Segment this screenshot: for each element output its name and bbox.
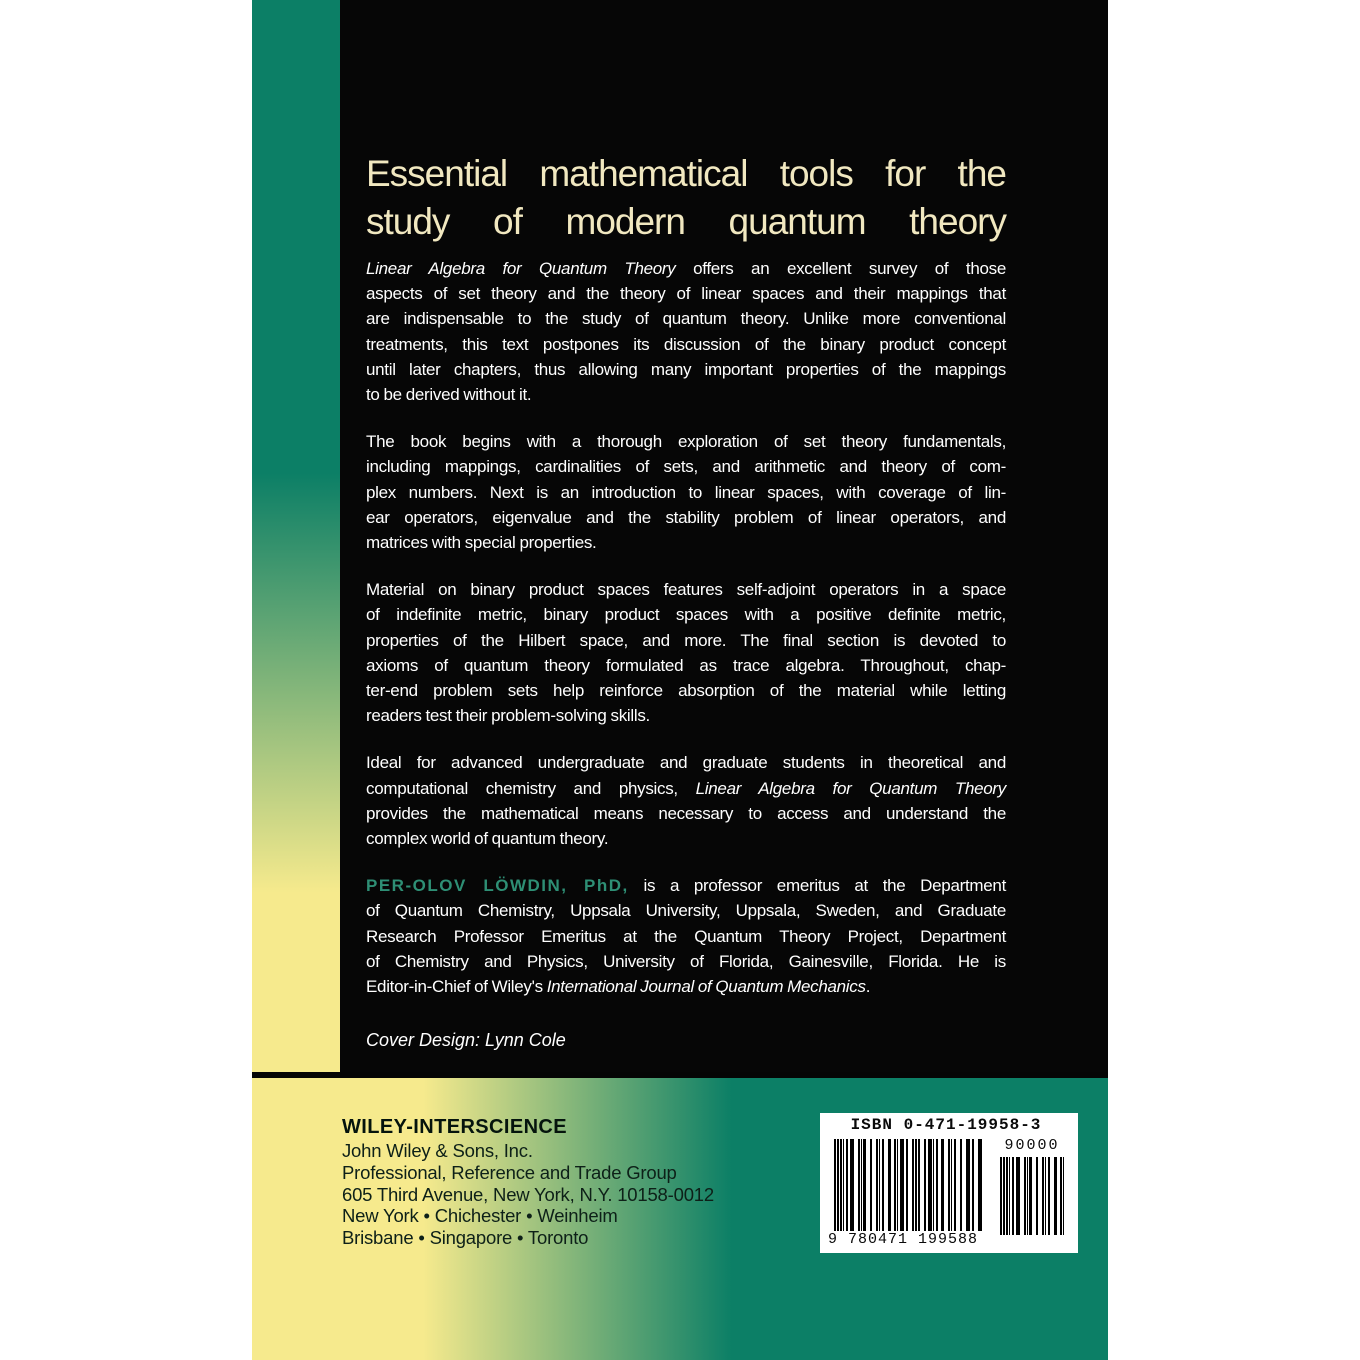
- text-line: matrices with special properties.: [366, 533, 597, 553]
- text-line: Material on binary product spaces features self-adjoint operators in a space: [366, 580, 1006, 600]
- text-line: plex numbers. Next is an introduction to linear spaces, with coverage of lin-: [366, 482, 1006, 502]
- text-line: ter-end problem sets help reinforce absorption of the material while letting: [366, 681, 1006, 701]
- back-copy: [366, 256, 1006, 1021]
- text-line: New York • Chichester • Weinheim: [342, 1205, 618, 1227]
- text-line: John Wiley & Sons, Inc.: [342, 1140, 533, 1161]
- barcode-supplement-bars: [1000, 1157, 1064, 1235]
- text-line: Brisbane • Singapore • Toronto: [342, 1227, 589, 1249]
- isbn-label: ISBN 0-471-19958-3: [850, 1116, 1042, 1134]
- text-line: Linear Algebra for Quantum Theory offers an excellent survey of those: [366, 259, 1006, 278]
- text-line: Editor-in-Chief of Wiley's International Journal of Quantum Mechanics.: [366, 977, 871, 997]
- text-line: aspects of set theory and the theory of linear spaces and their mappings that: [366, 284, 1006, 304]
- barcode-bars: [834, 1139, 982, 1231]
- paragraph-overview: [366, 256, 1006, 407]
- publisher-block: [342, 1114, 772, 1249]
- text-line: complex world of quantum theory.: [366, 829, 609, 849]
- text-line: of indefinite metric, binary product spaces with a positive definite metric,: [366, 605, 1006, 625]
- gradient-stripe: [252, 0, 340, 1076]
- text-line: PER-OLOV LÖWDIN, PhD, is a professor emeritus at the Department: [366, 876, 1006, 896]
- book-back-cover: [252, 0, 1108, 1360]
- text-line: The book begins with a thorough exploration of set theory fundamentals,: [366, 432, 1006, 452]
- author-name: PER-OLOV LÖWDIN, PhD,: [366, 876, 629, 896]
- text-line: provides the mathematical means necessary to access and understand the: [366, 803, 1006, 823]
- publisher-lines: [342, 1140, 772, 1249]
- paragraph-audience: [366, 750, 1006, 851]
- text-line: of Chemistry and Physics, University of Florida, Gainesville, Florida. He is: [366, 951, 1006, 971]
- text-line: are indispensable to the study of quantum theory. Unlike more conventional: [366, 309, 1006, 329]
- text-line: until later chapters, thus allowing many important properties of the mappings: [366, 359, 1006, 379]
- book-tagline: [366, 150, 1006, 246]
- paragraph-contents-1: [366, 429, 1006, 555]
- text-line: Professional, Reference and Trade Group: [342, 1161, 677, 1183]
- text-line: axioms of quantum theory formulated as trace algebra. Throughout, chap-: [366, 655, 1006, 675]
- author-bio: [366, 873, 1006, 999]
- text-line: to be derived without it.: [366, 385, 532, 405]
- text-line: Essential mathematical tools for the: [366, 153, 1006, 194]
- text-line: treatments, this text postpones its discussion of the binary product concept: [366, 334, 1006, 354]
- text-line: readers test their problem-solving skills.: [366, 706, 650, 726]
- cover-credit: Cover Design: Lynn Cole: [366, 1030, 566, 1050]
- barcode-box: [820, 1113, 1078, 1253]
- text-line: Research Professor Emeritus at the Quantum Theory Project, Department: [366, 926, 1006, 946]
- text-line: 605 Third Avenue, New York, N.Y. 10158-0012: [342, 1183, 714, 1205]
- text-line: computational chemistry and physics, Linear Algebra for Quantum Theory: [366, 778, 1006, 798]
- barcode-price-code: 90000: [1004, 1137, 1060, 1154]
- text-line: properties of the Hilbert space, and more. The final section is devoted to: [366, 630, 1006, 650]
- paragraph-contents-2: [366, 577, 1006, 728]
- text-line: ear operators, eigenvalue and the stability problem of linear operators, and: [366, 507, 1006, 527]
- publisher-name: WILEY-INTERSCIENCE: [342, 1116, 567, 1138]
- text-line: Ideal for advanced undergraduate and graduate students in theoretical and: [366, 753, 1006, 773]
- text-line: of Quantum Chemistry, Uppsala University, Uppsala, Sweden, and Graduate: [366, 901, 1006, 921]
- text-line: study of modern quantum theory: [366, 201, 1006, 242]
- barcode-ean-number: 9 780471 199588: [828, 1231, 979, 1248]
- text-line: including mappings, cardinalities of sets, and arithmetic and theory of com-: [366, 457, 1006, 477]
